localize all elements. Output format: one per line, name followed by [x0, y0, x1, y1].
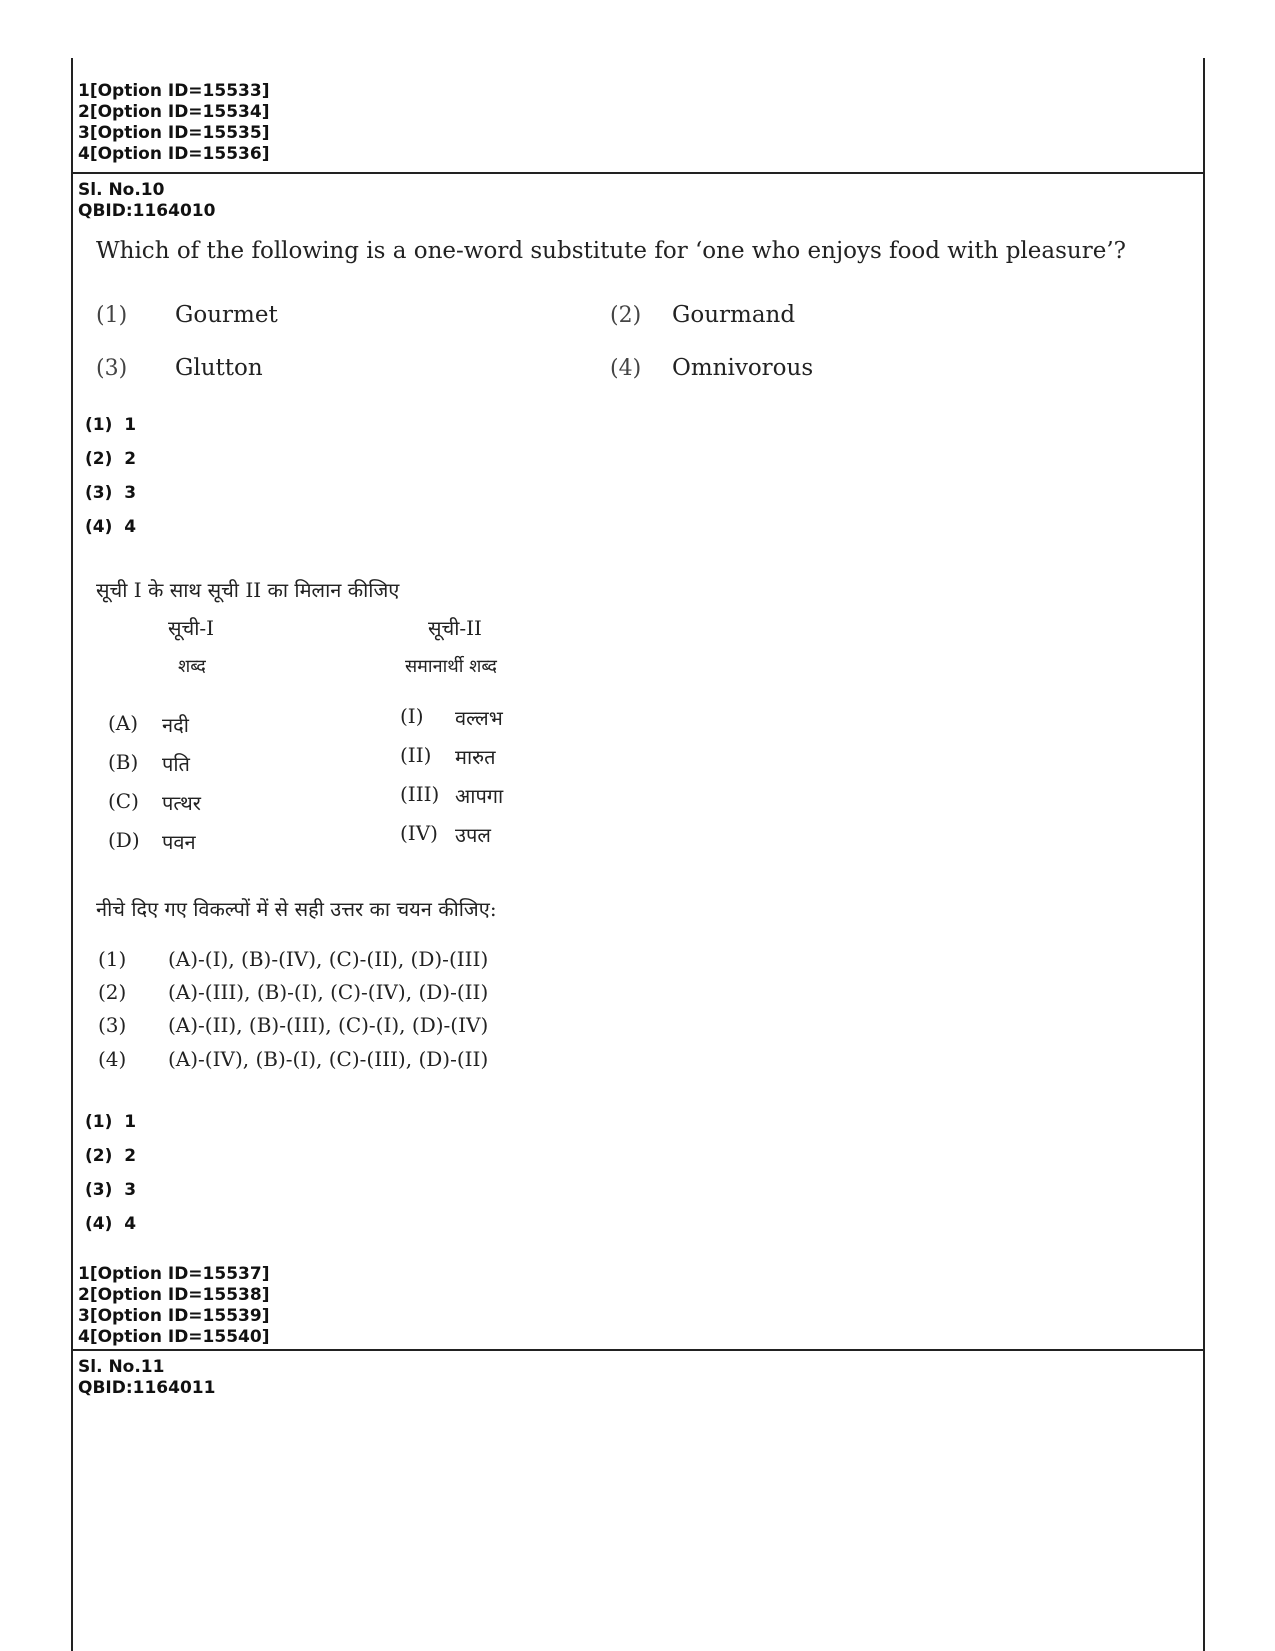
option-id-list-top [78, 81, 269, 165]
question-header [78, 180, 215, 222]
option-id: 4[Option ID=15536] [78, 144, 270, 164]
list2-word: मारुत [455, 745, 496, 769]
option-id: 1[Option ID=15533] [78, 81, 270, 101]
option-text: Omnivorous [672, 355, 814, 381]
option-text: (A)-(II), (B)-(III), (C)-(I), (D)-(IV) [168, 1013, 489, 1037]
list1-word: पति [162, 752, 190, 776]
question-text: Which of the following is a one-word substitute for ‘one who enjoys food with pleasure’? [96, 238, 1126, 264]
option-id: 3[Option ID=15539] [78, 1306, 270, 1326]
option-text: Glutton [175, 355, 263, 381]
answer-choice: (2) 2 [85, 1146, 137, 1166]
qbid: QBID:1164011 [78, 1378, 216, 1398]
list2-word: वल्लभ [455, 706, 503, 730]
answer-choice: (4) 4 [85, 517, 137, 537]
option-id: 4[Option ID=15540] [78, 1327, 270, 1347]
option-id: 1[Option ID=15537] [78, 1264, 270, 1284]
option-number: (2) [98, 980, 127, 1004]
list2-title: सूची-II [428, 616, 482, 640]
option-text: (A)-(I), (B)-(IV), (C)-(II), (D)-(III) [168, 947, 489, 971]
answer-choice: (2) 2 [85, 449, 137, 469]
list2-word: उपल [455, 823, 491, 847]
option-id-list-bottom [78, 1264, 269, 1348]
divider [71, 172, 1205, 174]
list1-word: पत्थर [162, 791, 201, 815]
list1-key: (A) [108, 711, 139, 735]
list2-key: (II) [400, 743, 432, 767]
list1-key: (B) [108, 750, 139, 774]
answer-choice: (1) 1 [85, 415, 137, 435]
list2-word: आपगा [455, 784, 504, 808]
match-instruction: सूची I के साथ सूची II का मिलान कीजिए [96, 578, 400, 602]
option-id: 3[Option ID=15535] [78, 123, 270, 143]
list1-word: पवन [162, 830, 196, 854]
question-header [78, 1357, 215, 1399]
list1-title: सूची-I [168, 616, 215, 640]
option-text: (A)-(IV), (B)-(I), (C)-(III), (D)-(II) [168, 1047, 489, 1071]
answer-choice: (3) 3 [85, 1180, 137, 1200]
list2-key: (I) [400, 704, 424, 728]
list2-key: (III) [400, 782, 440, 806]
option-number: (3) [96, 356, 128, 381]
answer-choice: (3) 3 [85, 483, 137, 503]
answer-choice: (1) 1 [85, 1112, 137, 1132]
option-number: (4) [98, 1047, 127, 1071]
list1-subtitle: शब्द [178, 656, 206, 677]
list1-word: नदी [162, 713, 189, 737]
list1-key: (D) [108, 828, 140, 852]
list2-subtitle: समानार्थी शब्द [405, 656, 497, 677]
option-number: (4) [610, 356, 642, 381]
option-number: (1) [96, 303, 128, 328]
option-id: 2[Option ID=15538] [78, 1285, 270, 1305]
page-frame [71, 58, 1205, 1651]
list1-key: (C) [108, 789, 139, 813]
choose-instruction: नीचे दिए गए विकल्पों में से सही उत्तर का चयन कीजिए: [96, 897, 497, 921]
serial-number: Sl. No.10 [78, 180, 165, 200]
option-text: Gourmand [672, 302, 796, 328]
divider [71, 1349, 1205, 1351]
option-text: Gourmet [175, 302, 278, 328]
serial-number: Sl. No.11 [78, 1357, 165, 1377]
option-number: (1) [98, 947, 127, 971]
qbid: QBID:1164010 [78, 201, 216, 221]
answer-choice: (4) 4 [85, 1214, 137, 1234]
list2-key: (IV) [400, 821, 438, 845]
option-text: (A)-(III), (B)-(I), (C)-(IV), (D)-(II) [168, 980, 489, 1004]
option-number: (3) [98, 1013, 127, 1037]
option-number: (2) [610, 303, 642, 328]
option-id: 2[Option ID=15534] [78, 102, 270, 122]
